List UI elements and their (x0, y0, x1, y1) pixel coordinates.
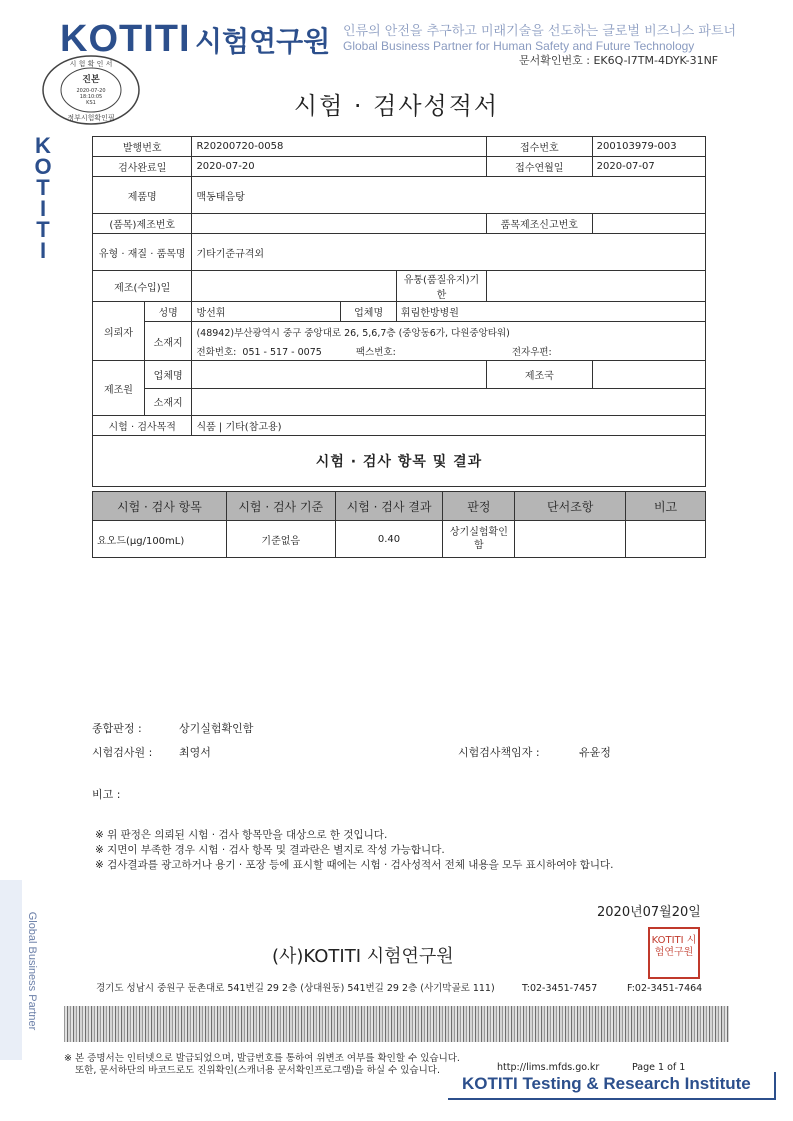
kotiti-logo: KOTITI (60, 18, 191, 60)
note-1: ※ 위 판정은 의뢰된 시험 · 검사 항목만을 대상으로 한 것입니다. (95, 829, 388, 841)
mfg-no (192, 214, 487, 234)
manager-value: 유윤정 (579, 746, 611, 759)
client-name-label: 성명 (144, 302, 192, 322)
maker-company (192, 361, 487, 389)
row-clause (515, 521, 626, 558)
tel-value: 051 - 517 - 0075 (242, 346, 322, 358)
product-name: 맥동태음탕 (192, 177, 706, 214)
document-title: 시험 · 검사성적서 (293, 92, 500, 120)
bottom-note-1: ※ 본 증명서는 인터넷으로 발급되었으며, 발급번호를 통하여 위변조 여부를 확인할 수 있습니다. (64, 1053, 460, 1064)
issue-no-label: 발행번호 (93, 137, 192, 157)
seal-code: KS1 (86, 100, 96, 106)
maker-addr (192, 388, 706, 416)
country (592, 361, 705, 389)
email-label: 전자우편: (511, 346, 552, 358)
table-row (93, 521, 706, 558)
official-stamp-icon: KOTITI 시험연구원 (648, 927, 700, 979)
verification-barcode (64, 1006, 729, 1042)
row-result: 0.40 (335, 521, 443, 558)
seal-bottom: 정부시험확인필 (67, 114, 115, 122)
tel-label: 전화번호: (196, 346, 237, 358)
results-table (92, 491, 706, 558)
manager-label: 시험검사책임자 : (458, 746, 540, 759)
receipt-date-label: 접수연월일 (487, 157, 593, 177)
row-judge: 상기실험확인함 (443, 521, 515, 558)
client-company: 휘림한방병원 (396, 302, 705, 322)
done-date: 2020-07-20 (192, 157, 487, 177)
country-label: 제조국 (487, 361, 593, 389)
side-kotiti-logo: K O T I T I (34, 133, 52, 263)
mfg-no-label: (품목)제조번호 (93, 214, 192, 234)
note-2: ※ 지면이 부족한 경우 시험 · 검사 항목 및 결과란은 별지로 작성 가능합니다. (95, 844, 445, 856)
fax-label: 팩스번호: (355, 346, 396, 358)
maker-company-label: 업체명 (144, 361, 192, 389)
results-section-title: 시험 · 검사 항목 및 결과 (93, 436, 706, 487)
done-date-label: 검사완료일 (93, 157, 192, 177)
expiry-label: 유통(품질유지)기한 (396, 271, 486, 302)
left-decorative-bar (0, 880, 22, 1060)
org-address: 경기도 성남시 중원구 둔촌대로 541번길 29 2층 (상대원동) 541번길 29 2층 (사기막골로 111) (96, 983, 495, 994)
row-standard: 기준없음 (226, 521, 335, 558)
client-name: 방선휘 (192, 302, 341, 322)
purpose-label: 시험 · 검사목적 (93, 416, 192, 436)
client-contact (192, 341, 706, 361)
document-confirm-number: 문서확인번호 : EK6Q-I7TM-4DYK-31NF (519, 54, 719, 67)
header-judge: 판정 (443, 492, 515, 521)
maker-addr-label: 소재지 (144, 388, 192, 416)
tester-value: 최영서 (179, 746, 211, 759)
bottom-note-2: 또한, 문서하단의 바코드로도 진위확인(스캐너용 문서확인프로그램)을 하실 수 있습니다. (75, 1065, 440, 1076)
verification-url[interactable]: http://lims.mfds.go.kr (497, 1062, 600, 1073)
row-note (626, 521, 706, 558)
seal-time: 18:10:05 (79, 94, 103, 100)
report-no-label: 품목제조신고번호 (487, 214, 593, 234)
slogan: 인류의 안전을 추구하고 미래기술을 선도하는 글로벌 비즈니스 파트너 (343, 24, 737, 39)
made-date-label: 제조(수입)일 (93, 271, 192, 302)
type-value: 기타기준규격외 (192, 234, 706, 271)
side-vertical-text: Global Business Partner (26, 911, 38, 1031)
client-label: 의뢰자 (93, 302, 145, 361)
header-result: 시험 · 검사 결과 (335, 492, 443, 521)
issue-no: R20200720-0058 (192, 137, 487, 157)
seal-date: 2020-07-20 (76, 88, 106, 94)
maker-label: 제조원 (93, 361, 145, 416)
made-date (192, 271, 396, 302)
logo-korean: 시험연구원 (195, 25, 331, 58)
row-item: 요오드(μg/100mL) (93, 521, 227, 558)
organization-name: (사)KOTITI 시험연구원 (272, 946, 454, 967)
slogan-en: Global Business Partner for Human Safety and Future Technology (343, 39, 695, 53)
receipt-date: 2020-07-07 (592, 157, 705, 177)
header-note: 비고 (626, 492, 706, 521)
org-fax: F:02-3451-7464 (627, 983, 703, 994)
header-clause: 단서조항 (515, 492, 626, 521)
remark-label: 비고 : (92, 788, 121, 801)
purpose: 식품 | 기타(참고용) (192, 416, 706, 436)
note-3: ※ 검사결과를 광고하거나 용기 · 포장 등에 표시할 때에는 시험 · 검사성적서 전체 내용을 모두 표시하여야 합니다. (95, 859, 614, 871)
receipt-no-label: 접수번호 (487, 137, 593, 157)
client-company-label: 업체명 (341, 302, 397, 322)
info-table (92, 136, 706, 487)
seal-mid: 진본 (82, 75, 100, 85)
report-no (592, 214, 705, 234)
expiry (487, 271, 706, 302)
header-standard: 시험 · 검사 기준 (226, 492, 335, 521)
institute-name: KOTITI Testing & Research Institute (448, 1072, 776, 1100)
tester-label: 시험검사원 : (92, 746, 153, 759)
judge-label: 종합판정 : (92, 722, 142, 735)
type-label: 유형 · 재질 · 품목명 (93, 234, 192, 271)
seal-top: 시 험 확 인 서 (69, 60, 113, 68)
header-item: 시험 · 검사 항목 (93, 492, 227, 521)
issue-date: 2020년07월20일 (597, 905, 701, 920)
judge-value: 상기실험확인함 (179, 722, 254, 735)
receipt-no: 200103979-003 (592, 137, 705, 157)
client-address: (48942)부산광역시 중구 중앙대로 26, 5,6,7층 (중앙동6가, 다원중앙타워) (192, 322, 706, 342)
client-addr-label: 소재지 (144, 322, 192, 361)
product-label: 제품명 (93, 177, 192, 214)
org-tel: T:02-3451-7457 (522, 983, 598, 994)
page-number: Page 1 of 1 (632, 1062, 686, 1073)
